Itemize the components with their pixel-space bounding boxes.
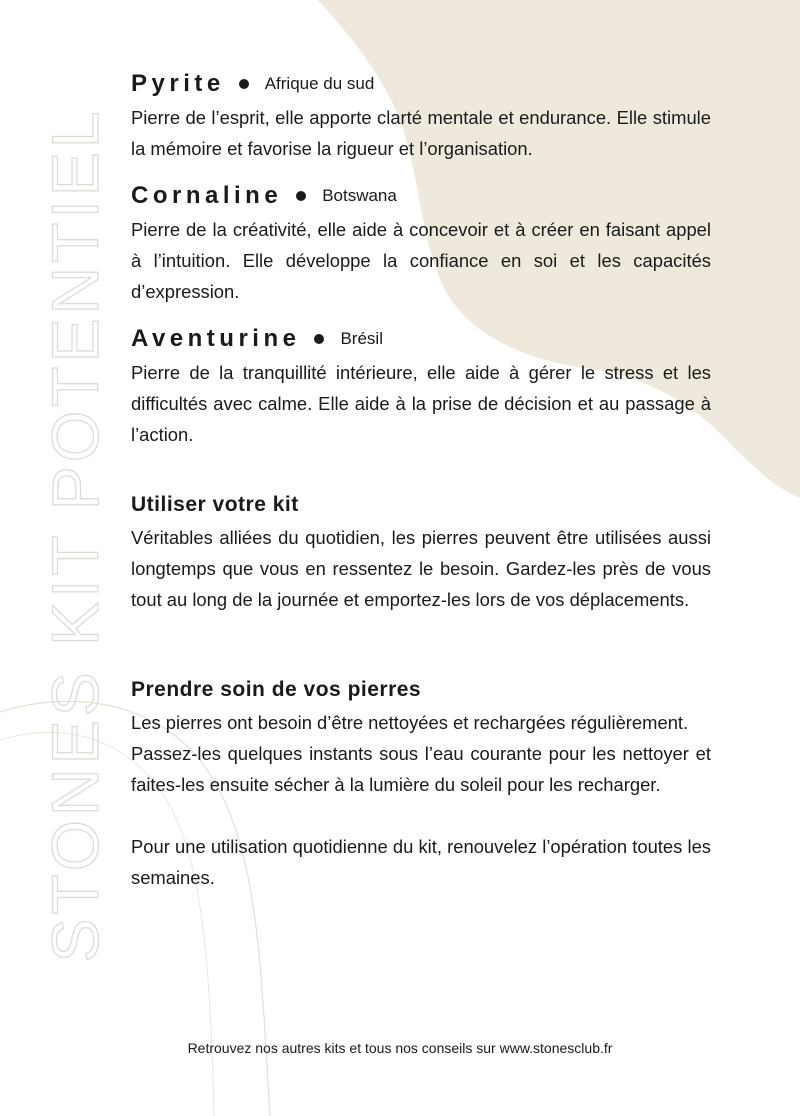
stone-entry-pyrite	[131, 66, 711, 164]
stone-name: Aventurine	[131, 325, 301, 352]
footer-website-note: Retrouvez nos autres kits et tous nos conseils sur www.stonesclub.fr	[187, 1040, 613, 1056]
section-title: Prendre soin de vos pierres	[131, 678, 422, 701]
stone-origin: Afrique du sud	[264, 74, 375, 93]
stone-entry-aventurine	[131, 321, 711, 450]
stone-origin: Botswana	[322, 186, 397, 205]
care-paragraph: Les pierres ont besoin d’être nettoyées et rechargées régulièrement.	[131, 712, 689, 733]
usage-section	[131, 488, 711, 615]
stone-name: Pyrite	[131, 70, 225, 97]
bullet-dot-icon	[314, 334, 324, 344]
bullet-dot-icon	[296, 191, 306, 201]
bullet-dot-icon	[239, 79, 249, 89]
stone-origin: Brésil	[340, 329, 383, 348]
content-column	[131, 66, 711, 893]
stone-heading	[131, 321, 711, 357]
stone-description: Pierre de la tranquillité intérieure, elle aide à gérer le stress et les difficultés avec calme. Elle aide à la prise de décision et au passage à l’action.	[131, 362, 711, 445]
section-title: Utiliser votre kit	[131, 493, 299, 516]
stone-description: Pierre de la créativité, elle aide à concevoir et à créer en faisant appel à l’intuition. Elle développe la confiance en soi et les capacités d’expression.	[131, 219, 711, 302]
care-section	[131, 673, 711, 893]
stone-heading	[131, 66, 711, 102]
stone-entry-cornaline	[131, 178, 711, 307]
stone-name: Cornaline	[131, 182, 283, 209]
care-paragraph: Pour une utilisation quotidienne du kit, renouvelez l’opération toutes les semaines.	[131, 836, 711, 888]
stone-heading	[131, 178, 711, 214]
stone-description: Pierre de l’esprit, elle apporte clarté mentale et endurance. Elle stimule la mémoire et favorise la rigueur et l’organisation.	[131, 107, 711, 159]
care-paragraph: Passez-les quelques instants sous l’eau courante pour les nettoyer et faites-les ensuite sécher à la lumière du soleil pour les recharger.	[131, 743, 711, 795]
usage-text: Véritables alliées du quotidien, les pierres peuvent être utilisées aussi longtemps que vous en ressentez le besoin. Gardez-les près de vous tout au long de la journée et emportez-les lors de vos déplacements.	[131, 527, 711, 610]
vertical-kit-title: STONES KIT POTENTIEL	[38, 107, 112, 963]
